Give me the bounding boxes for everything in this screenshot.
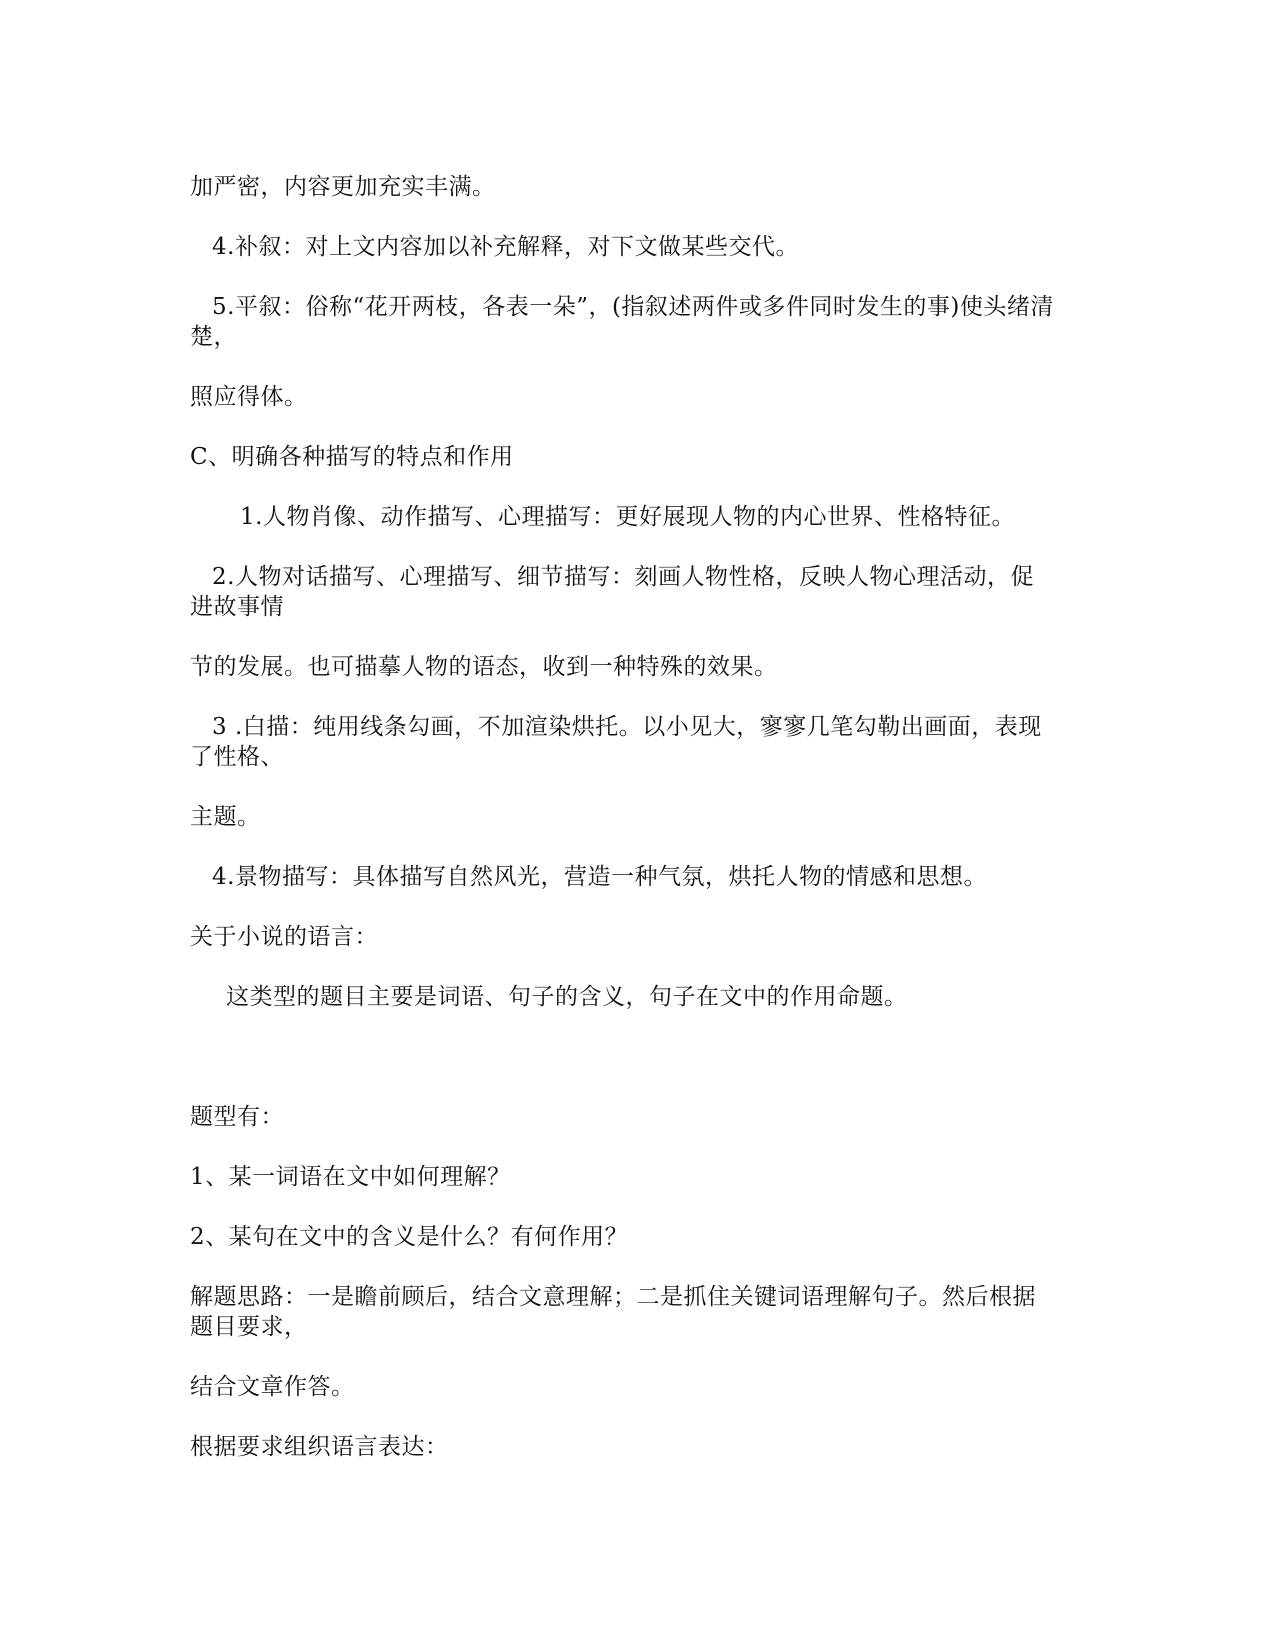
text-line: 节的发展。也可描摹人物的语态，收到一种特殊的效果。 bbox=[190, 654, 778, 680]
text-line: 5.平叙：俗称“花开两枝，各表一朵”，(指叙述两件或多件同时发生的事)使头绪清 bbox=[212, 294, 1054, 320]
text-line: 题型有： bbox=[190, 1104, 284, 1130]
text-line: 3 .白描：纯用线条勾画，不加渲染烘托。以小见大，寥寥几笔勾勒出画面，表现 bbox=[212, 714, 1042, 740]
text-line: 进故事情 bbox=[190, 594, 284, 620]
text-line: 楚， bbox=[190, 324, 237, 350]
text-line: 解题思路：一是瞻前顾后，结合文意理解；二是抓住关键词语理解句子。然后根据 bbox=[190, 1284, 1036, 1310]
section-heading: C、明确各种描写的特点和作用 bbox=[190, 444, 514, 470]
text-line: 题目要求， bbox=[190, 1314, 308, 1340]
list-item: 2、某句在文中的含义是什么？有何作用？ bbox=[190, 1224, 629, 1250]
section-heading: 关于小说的语言： bbox=[190, 924, 378, 950]
text-line: 2.人物对话描写、心理描写、细节描写：刻画人物性格，反映人物心理活动，促 bbox=[212, 564, 1034, 590]
text-line: 照应得体。 bbox=[190, 384, 308, 410]
text-line: 加严密，内容更加充实丰满。 bbox=[190, 174, 496, 200]
text-line: 4.补叙：对上文内容加以补充解释，对下文做某些交代。 bbox=[212, 234, 799, 260]
list-item: 1、某一词语在文中如何理解？ bbox=[190, 1164, 511, 1190]
text-line: 1.人物肖像、动作描写、心理描写：更好展现人物的内心世界、性格特征。 bbox=[240, 504, 1015, 530]
text-line: 根据要求组织语言表达： bbox=[190, 1434, 449, 1460]
text-line: 结合文章作答。 bbox=[190, 1374, 355, 1400]
text-line: 4.景物描写：具体描写自然风光，营造一种气氛，烘托人物的情感和思想。 bbox=[212, 864, 987, 890]
text-line: 主题。 bbox=[190, 804, 261, 830]
text-line: 了性格、 bbox=[190, 744, 284, 770]
text-line: 这类型的题目主要是词语、句子的含义，句子在文中的作用命题。 bbox=[226, 984, 908, 1010]
